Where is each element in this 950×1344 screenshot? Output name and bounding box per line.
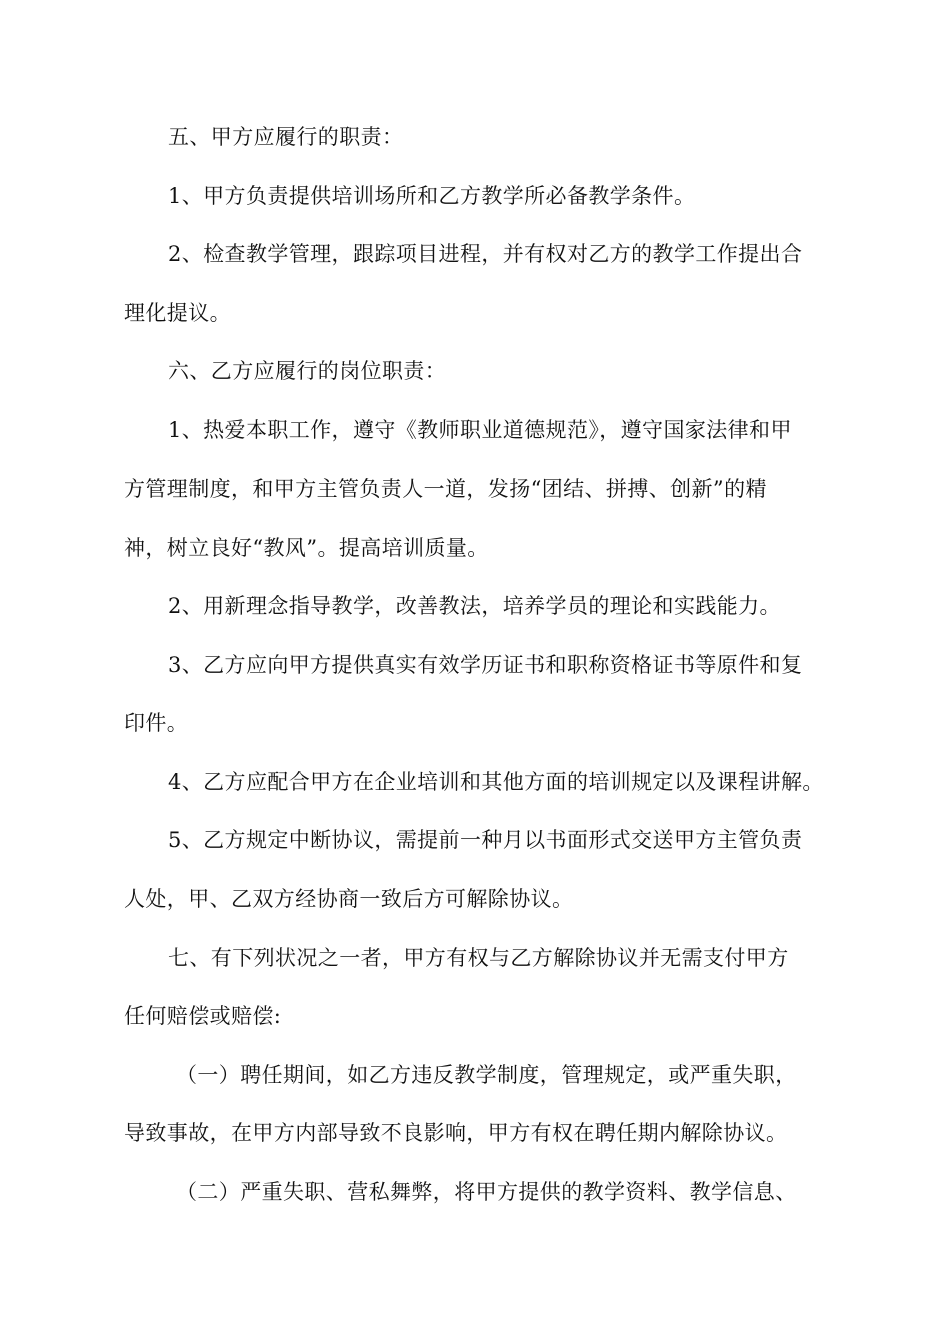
paragraph-line: 人处，甲、乙双方经协商一致后方可解除协议。 <box>124 887 574 911</box>
paragraph-line: 理化提议。 <box>124 301 231 325</box>
paragraph-line: 方管理制度，和甲方主管负责人一道，发扬“团结、拼搏、创新”的精 <box>124 477 767 501</box>
paragraph-line: 1、热爱本职工作，遵守《教师职业道德规范》，遵守国家法律和甲 <box>168 418 792 442</box>
paragraph-line: （二）严重失职、营私舞弊，将甲方提供的教学资料、教学信息、 <box>176 1180 797 1204</box>
section-heading-6: 六、乙方应履行的岗位职责： <box>168 359 447 383</box>
paragraph-line: 导致事故，在甲方内部导致不良影响，甲方有权在聘任期内解除协议。 <box>124 1121 788 1145</box>
section-heading-5: 五、甲方应履行的职责： <box>168 125 404 149</box>
paragraph-line: 3、乙方应向甲方提供真实有效学历证书和职称资格证书等原件和复 <box>168 653 803 677</box>
paragraph-line: 5、乙方规定中断协议，需提前一种月以书面形式交送甲方主管负责 <box>168 828 803 852</box>
paragraph-line: 神，树立良好“教风”。提高培训质量。 <box>124 536 489 560</box>
paragraph-line: （一）聘任期间，如乙方违反教学制度，管理规定，或严重失职， <box>176 1063 797 1087</box>
paragraph-line: 1、甲方负责提供培训场所和乙方教学所必备教学条件。 <box>168 184 696 208</box>
paragraph-line: 2、检查教学管理，跟踪项目进程，并有权对乙方的教学工作提出合 <box>168 242 803 266</box>
paragraph-line: 任何赔偿或赔偿: <box>124 1004 282 1028</box>
section-heading-7: 七、有下列状况之一者，甲方有权与乙方解除协议并无需支付甲方 <box>168 946 789 970</box>
paragraph-line: 4、乙方应配合甲方在企业培训和其他方面的培训规定以及课程讲解。 <box>168 770 824 794</box>
paragraph-line: 印件。 <box>124 711 189 735</box>
paragraph-line: 2、用新理念指导教学，改善教法，培养学员的理论和实践能力。 <box>168 594 781 618</box>
